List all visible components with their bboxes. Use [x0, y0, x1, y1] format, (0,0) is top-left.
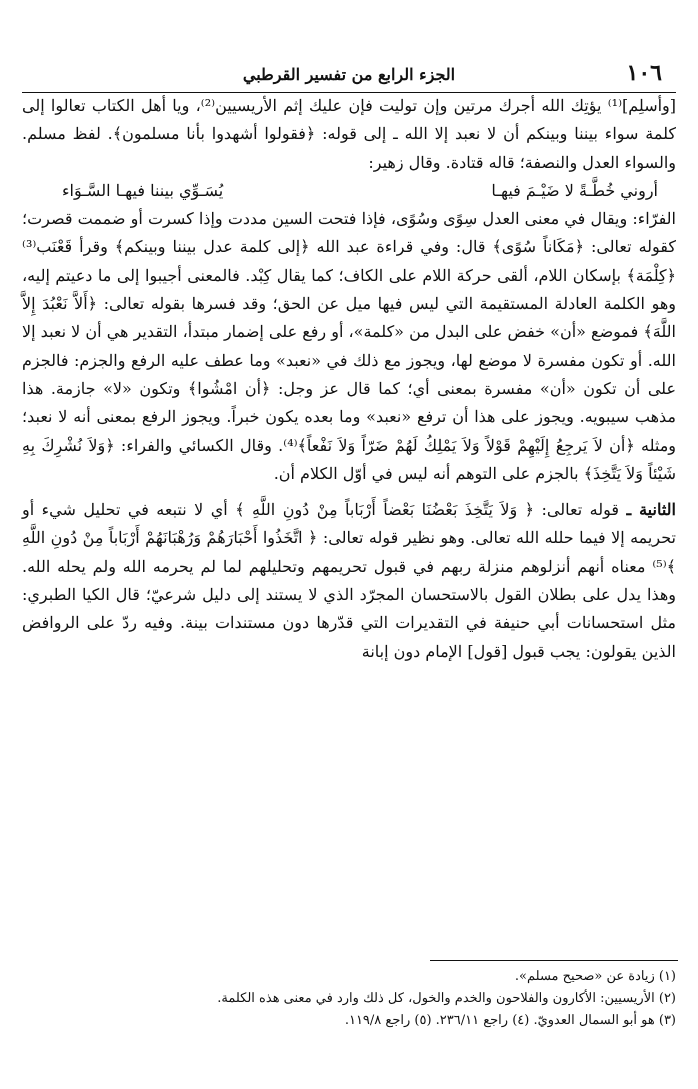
main-text [22, 92, 676, 666]
poetry-verse [22, 177, 676, 205]
running-title: الجزء الرابع من تفسير القرطبي [242, 65, 456, 84]
section-label: الثانية ـ [626, 500, 676, 520]
verse-first-hemistich: أروني خُطَّـةً لا ضَيْـمَ فيهـا [491, 180, 658, 200]
paragraph-3 [22, 496, 676, 666]
verse-second-hemistich: يُسَـوِّي بيننا فيهـا السَّـوَاء [62, 180, 224, 200]
paragraph-2: الفرّاء: ويقال في معنى العدل سِوًى وسُوًى، فإذا فتحت السين مددت وإذا كسرت أو ضممت قصرت؛ كقوله تعالى: ﴿مَكَاناً سُوًى﴾ قال: وفي قراءة عبد الله ﴿إلى كلمة عدل بيننا وبينكم﴾ وقرأ قَعْنَب⁽³⁾ ﴿كِلْمَة﴾ بإسكان اللام، ألقى حركة اللام على الكاف؛ كما يقال كِبْد. فالمعنى أجيبوا إلى ما دعيتم إليه، وهو الكلمة العادلة المستقيمة التي ليس فيها ميل عن الحق؛ وقد فسرها بقوله تعالى: ﴿أَلاَّ نَعْبُدَ إِلاَّ اللَّهَ﴾ فموضع «أن» خفض على البدل من «كلمة»، أو رفع على إضمار مبتدأ، التقدير هي أن لا نعبد إلا الله. أو تكون مفسرة لا موضع لها، ويجوز مع ذلك في «نعبد» وما عطف عليه الرفع والجزم: فالجزم على أن تكون «أن» مفسرة بمعنى أي؛ كما قال عز وجل: ﴿أن امْشُوا﴾ وتكون «لا» جازمة. هذا مذهب سيبويه. ويجوز على هذا أن ترفع «نعبد» وما بعده يكون خبراً. ويجوز الرفع بمعنى أنه لا نعبد؛ ومثله ﴿أن لاَ يَرجِعُ إِلَيْهِمْ قَوْلاً وَلاَ يَمْلِكُ لَهُمْ ضَرّاً وَلاَ نَفْعاً﴾⁽⁴⁾. وقال الكسائي والفراء: ﴿وَلاَ نُشْرِكَ بِهِ شَيْئاً وَلاَ يَتَّخِذَ﴾ بالجزم على التوهم أنه ليس في أوّل الكلام أن. [22, 209, 677, 483]
footnote-2: (٢) الأريسيين: الأكارون والفلاحون والخدم والخول، كل ذلك وارد في معنى هذه الكلمة. [217, 991, 676, 1006]
page-header [22, 58, 676, 93]
footnote-separator [430, 960, 678, 961]
footnotes [22, 966, 676, 1032]
paragraph-1: [وأسلِم]⁽¹⁾ يؤتِك الله أجرك مرتين وإن توليت فإن عليك إثم الأريسيين⁽²⁾، ويا أهل الكتاب تعالوا إلى كلمة سواء بيننا وبينكم أن لا نعبد إلا الله ـ إلى قوله: ﴿فقولوا أشهدوا بأنا مسلمون﴾. لفظ مسلم. والسواء العدل والنصفة؛ قاله قتادة. وقال زهير: [22, 96, 677, 172]
footnote-3: (٣) هو أبو السمال العدويّ. (٤) راجع ٢٣٦/١١. (٥) راجع ١١٩/٨. [344, 1013, 676, 1028]
paragraph-3-text: قوله تعالى: ﴿ وَلاَ يَتَّخِذَ بَعْضُنَا بَعْضاً أَرْبَاباً مِنْ دُونِ اللَّهِ ﴾ أي لا نتبعه في تحليل شيء أو تحريمه إلا فيما حلله الله تعالى. وهو نظير قوله تعالى: ﴿ اتَّخَذُوا أَحْبَارَهُمْ وَرُهْبَانَهُمْ أَرْبَاباً مِنْ دُونِ اللَّهِ ﴾⁽⁵⁾ معناه أنهم أنزلوهم منزلة ربهم في قبول تحريمهم وتحليلهم لما لم يحرمه الله ولم يحله الله. وهذا يدل على بطلان القول بالاستحسان المجرّد الذي لا يستند إلى دليل شرعيّ؛ قال الكيا الطبري: مثل استحسانات أبي حنيفة في التقديرات التي قدّرها دون مستندات بينة. وفيه ردّ على الروافض الذين يقولون: يجب قبول [قول] الإمام دون إبانة [22, 500, 676, 661]
footnote-1: (١) زيادة عن «صحيح مسلم». [514, 969, 676, 984]
page-number: ١٠٦ [626, 60, 662, 86]
